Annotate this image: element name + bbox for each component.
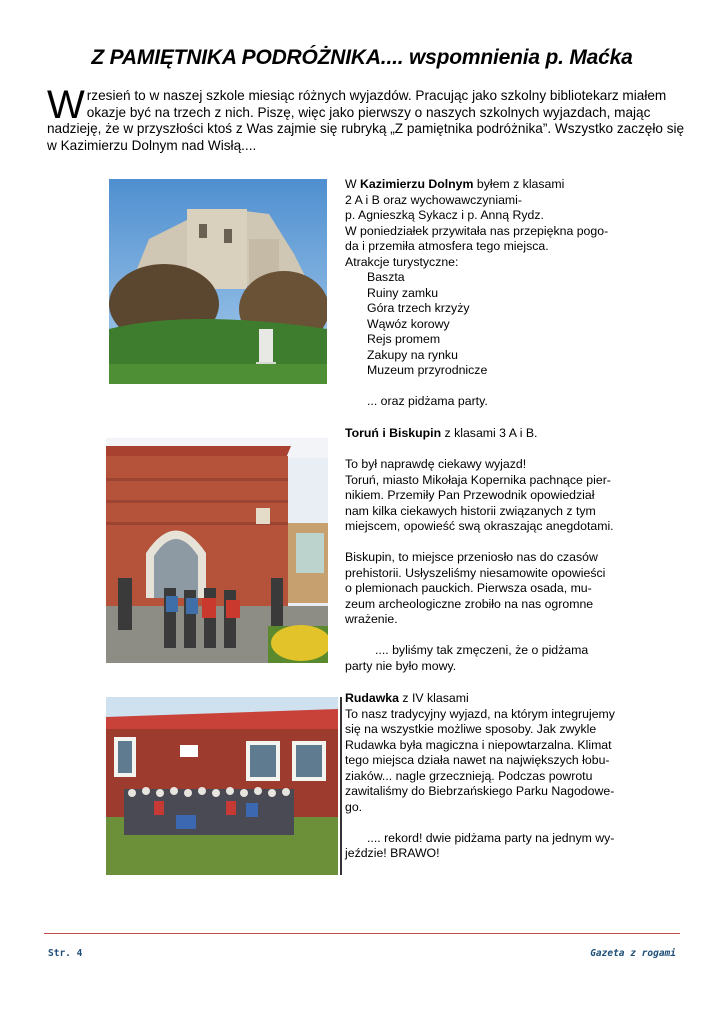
kazimierz-lead: W Kazimierzu Dolnym byłem z klasami — [345, 177, 565, 191]
rudawka-line: To nasz tradycyjny wyjazd, na którym integrujemy — [345, 706, 615, 721]
biskupin-line: Biskupin, to miejsce przeniosło nas do czasów — [345, 550, 598, 564]
torun-closing: party nie było mowy. — [345, 658, 457, 673]
kazimierz-closing: ... oraz pidżama party. — [367, 394, 488, 408]
kazimierz-line: da i przemiła atmosfera tego miejsca. — [345, 239, 549, 253]
attraction-item: Wąwóz korowy — [367, 316, 450, 331]
torun-line: To był naprawdę ciekawy wyjazd! — [345, 457, 527, 471]
rudawka-line: ziaków... nagle grzecznieją. Podczas powrotu — [345, 768, 593, 783]
drop-cap: W — [47, 83, 85, 127]
footer-divider — [44, 933, 680, 934]
attraction-item: Ruiny zamku — [367, 285, 439, 300]
newspaper-name: Gazeta z rogami — [590, 948, 676, 959]
kazimierz-line: 2 A i B oraz wychowawczyniami- — [345, 192, 523, 207]
attraction-item: Rejs promem — [367, 332, 441, 346]
intro-paragraph — [47, 83, 687, 154]
rudawka-line: się na wszystkie możliwe sposoby. Jak zwykle — [345, 722, 597, 736]
article-title: Z PAMIĘTNIKA PODRÓŻNIKA.... wspomnienia p. Maćka — [91, 46, 633, 69]
biskupin-line: o plemionach pauckich. Pierwsza osada, mu- — [345, 581, 592, 595]
biskupin-line: wrażenie. — [345, 612, 398, 626]
page-number: Str. 4 — [48, 948, 83, 959]
section-rudawka — [345, 691, 645, 862]
section-kazimierz — [345, 177, 645, 410]
photo-rudawka-group — [106, 697, 338, 875]
rudawka-line: tego miejsca działa nawet na największych łobu- — [345, 753, 610, 767]
attractions-heading: Atrakcje turystyczne: — [345, 254, 459, 269]
intro-text: rzesień to w naszej szkole miesiąc różnych wyjazdów. Pracując jako szkolny bibliotekarz miałem okazje być na trzech z nich. Piszę, więc jako pierwszy o naszych szkolnych wyjazdach, mając nadzieję, że w przyszłości ktoś z Was zajmie się rubryką „Z pamiętnika podróżnika”. Wszystko zaczęło się w Kazimierzu Dolnym nad Wisłą.... — [47, 88, 685, 153]
torun-heading: Toruń i Biskupin z klasami 3 A i B. — [345, 426, 538, 440]
torun-closing: .... byliśmy tak zmęczeni, że o pidżama — [375, 643, 589, 657]
attraction-item: Góra trzech krzyży — [367, 301, 470, 315]
rudawka-closing: jeździe! BRAWO! — [345, 846, 440, 860]
photo-torun-gate — [106, 438, 328, 663]
attraction-item: Muzeum przyrodnicze — [367, 363, 488, 377]
torun-line: Toruń, miasto Mikołaja Kopernika pachnące pier- — [345, 472, 611, 487]
rudawka-closing: .... rekord! dwie pidżama party na jednym wy- — [367, 830, 615, 845]
torun-line: miejscem, opowieść swą okraszając anegdotami. — [345, 519, 614, 533]
kazimierz-place: Kazimierzu Dolnym — [360, 177, 474, 191]
torun-line: nam kilka ciekawych historii związanych z tym — [345, 503, 596, 518]
rudawka-line: go. — [345, 799, 363, 814]
attraction-item: Zakupy na rynku — [367, 347, 458, 362]
column-divider — [340, 697, 342, 875]
biskupin-line: prehistorii. Usłyszeliśmy niesamowite opowieści — [345, 565, 606, 580]
photo-kazimierz-castle — [109, 179, 327, 384]
rudawka-heading: Rudawka z IV klasami — [345, 691, 469, 705]
rudawka-line: Rudawka była magiczna i niepowtarzalna. Klimat — [345, 737, 612, 752]
attraction-item: Baszta — [367, 270, 405, 284]
biskupin-line: zeum archeologiczne zrobiło na nas ogromne — [345, 596, 594, 611]
rudawka-line: zawitaliśmy do Biebrzańskiego Parku Nagodowe- — [345, 784, 615, 798]
kazimierz-line: W poniedziałek przywitała nas przepiękna pogo- — [345, 223, 609, 238]
section-torun — [345, 426, 645, 674]
kazimierz-line: p. Agnieszką Sykacz i p. Anną Rydz. — [345, 208, 544, 222]
torun-line: nikiem. Przemiły Pan Przewodnik opowiedział — [345, 488, 595, 502]
